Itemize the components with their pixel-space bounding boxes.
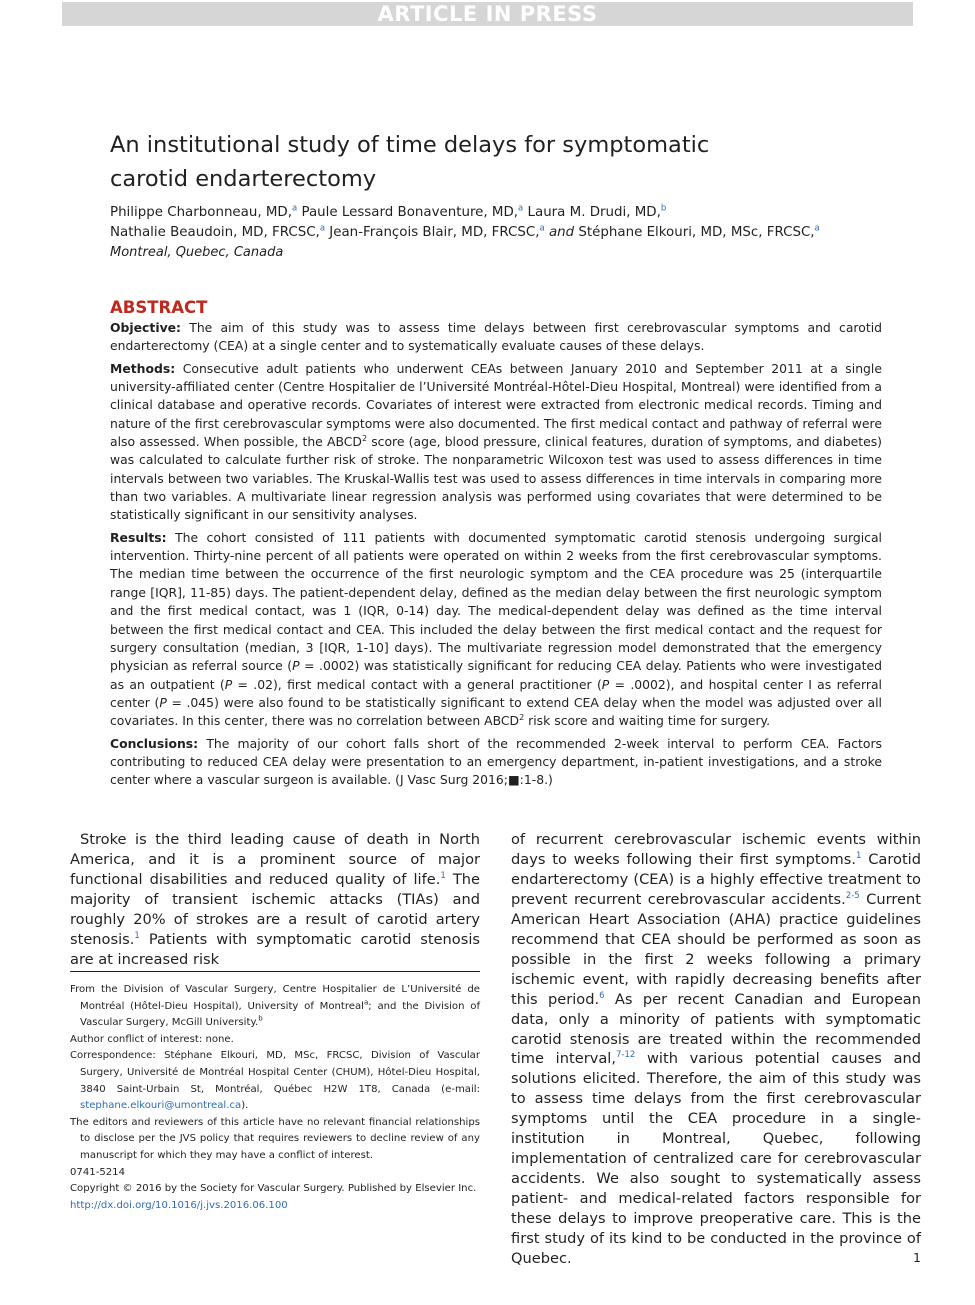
body-text: The majority of transient ischemic attacks (TIAs) and roughly 20% of strokes are a result of carotid artery stenosis. [70,870,480,948]
reference-link[interactable]: 2-5 [845,891,860,901]
body-column-left [70,830,480,970]
abstract-conclusions [110,735,882,790]
results-label: Results: [110,529,167,545]
author-name: Laura M. Drudi, MD, [523,205,661,220]
author-location: Montreal, Quebec, Canada [110,245,284,260]
reference-link[interactable]: 1 [440,871,446,882]
body-text: As per recent Canadian and European data, only a minority of patients with symptomatic carotid stenosis are treated within the recommended time interval, [511,990,921,1068]
body-text: Current American Heart Association (AHA) practice guidelines recommend that CEA should be performed as soon as possible in the first 2 weeks following a primary ischemic event, with rapidly decreasing benefits after this period. [511,890,921,1008]
title-line-1: An institutional study of time delays for symptomatic [110,132,710,158]
results-text: = .0002), and hospital center I as referral center ( [110,676,883,710]
superscript: 2 [519,713,525,723]
objective-text: The aim of this study was to assess time delays between first cerebrovascular symptoms and carotid endarterectomy (CEA) at a single center and to systematically evaluate causes of these delays. [110,320,882,354]
results-text: risk score and waiting time for surgery. [524,713,771,729]
reference-link[interactable]: 1 [855,851,862,862]
footnote-conflict: Author conflict of interest: none. [70,1033,234,1045]
p-value-symbol: P [224,676,233,692]
p-value-symbol: P [292,658,300,674]
methods-text: Consecutive adult patients who underwent CEAs between January 2010 and September 2011 at a single university-affiliated center (Centre Hospitalier de l’Université Montréal-Hôtel-Dieu Hospital, Montreal) were identified from a clinical database and operative records. Covariates of interest were extracted from electronic medical records. Timing and nature of the first cerebrovascular symptoms were also documented. The first medical contact and pathway of referral were also assessed. When possible, the ABCD [110,360,882,450]
abstract-objective [110,319,882,356]
article-in-press-banner: ARTICLE IN PRESS [62,2,913,26]
footnote-affiliations [70,982,480,1032]
footnote-divider [70,971,480,972]
author-name: Philippe Charbonneau, MD, [110,205,292,220]
reference-link[interactable]: 6 [599,990,605,1001]
results-text: = .0002) was statistically significant for reducing CEA delay. Patients who were investigated as an outpatient ( [110,658,883,692]
affiliation-marker: a [364,998,369,1007]
author-conjunction: and [544,225,579,240]
abstract-section [110,297,882,794]
author-name: Jean-François Blair, MD, FRCSC, [325,225,540,240]
footnote-text: ; and the Division of Vascular Surgery, McGill University. [80,1000,480,1029]
footnote-correspondence [70,1048,480,1114]
objective-label: Objective: [110,320,182,335]
author-name: Paule Lessard Bonaventure, MD, [297,205,519,220]
results-text: The cohort consisted of 111 patients with documented symptomatic carotid stenosis undergoing surgical intervention. Thirty-nine percent of all patients were operated on within 2 weeks from the first cerebrovascular symptoms. The median time between the occurrence of the first neurologic symptom and the CEA procedure was 25 (interquartile range [IQR], 11-85) days. The patient-dependent delay, defined as the median delay between the first neurologic symptom and the first medical contact, was 1 (IQR, 0-14) day. The medical-dependent delay was defined as the time interval between the first medical contact and CEA. This included the delay between the first medical contact and the request for surgery consultation (median, 3 [IQR, 1-10] days). The multivariate regression model demonstrated that the emergency physician as referral source ( [110,529,882,674]
body-text: Carotid endarterectomy (CEA) is a highly effective treatment to prevent recurrent cerebrovascular accidents. [511,850,921,908]
doi-link[interactable]: http://dx.doi.org/10.1016/j.jvs.2016.06.100 [70,1199,288,1211]
affiliation-marker[interactable]: b [660,203,667,214]
body-text: with various potential causes and solutions elicited. Therefore, the aim of this study was to assess time delays from the first cerebrovascular symptoms until the CEA procedure in a single-institution in Montreal, Quebec, following implementation of centralized care for cerebrovascular accidents. We also sought to systematically assess patient- and medical-related factors responsible for these delays to improve preoperative care. This is the first study of its kind to be conducted in the province of Quebec. [511,1050,921,1268]
conclusions-label: Conclusions: [110,735,199,751]
methods-label: Methods: [110,360,176,376]
body-column-right [511,830,921,1269]
footnote-text: From the Division of Vascular Surgery, Centre Hospitalier de L’Université de Montréal (Hôtel-Dieu Hospital), University of Montreal [70,984,480,1012]
methods-text: score (age, blood pressure, clinical features, duration of symptoms, and diabetes) was calculated to calculate further risk of stroke. The nonparametric Wilcoxon test was used to assess differences in time intervals between two variables. The Kruskal-Wallis test was used to assess differences in time intervals in comparing more than two variables. A multivariate linear regression analysis was performed using covariates that were determined to be statistically significant in our sensitivity analyses. [110,434,883,523]
results-text: = .02), first medical contact with a general practitioner ( [232,676,602,692]
abstract-results [110,529,882,731]
affiliation-marker[interactable]: a [814,223,820,234]
footnote-text: Correspondence: Stéphane Elkouri, MD, MSc, FRCSC, Division of Vascular Surgery, Université de Montréal Hospital Center (CHUM), Hôtel-Dieu Hospital, 3840 Saint-Urbain St, Montréal, Québec H2W 1T8, Canada (e-mail: [70,1050,480,1095]
body-text: Stroke is the third leading cause of death in North America, and it is a prominent source of major functional disabilities and reduced quality of life. [70,831,480,888]
footnote-copyright: Copyright © 2016 by the Society for Vascular Surgery. Published by Elsevier Inc. [70,1183,477,1195]
body-text: Patients with symptomatic carotid stenosis are at increased risk [70,930,480,968]
p-value-symbol: P [601,676,610,692]
author-line-2 [110,223,900,243]
reference-link[interactable]: 7-12 [615,1050,636,1061]
article-title [110,128,870,196]
conclusions-text: The majority of our cohort falls short of the recommended 2-week interval to perform CEA. Factors contributing to reduced CEA delay were presentation to an emergency department, in-patient investigations, and a stroke center where a vascular surgeon is available. (J Vasc Surg 2016;■:1-8.) [110,735,882,788]
results-text: = .045) were also found to be statistically significant to extend CEA delay when the model was adjusted over all covariates. In this center, there was no correlation between ABCD [110,694,883,729]
footnote-doi [70,1198,480,1215]
body-text: of recurrent cerebrovascular ischemic events within days to weeks following their first symptoms. [511,831,921,868]
abstract-methods [110,360,882,525]
footnote-text: ). [241,1100,249,1112]
footnote-editors: The editors and reviewers of this article have no relevant financial relationships to disclose per the JVS policy that requires reviewers to decline review of any manuscript for which they may have a conflict of interest. [70,1116,480,1161]
footnotes [70,982,480,1214]
footnote-issn: 0741-5214 [70,1166,126,1178]
affiliation-marker[interactable]: a [539,223,545,234]
author-list [110,203,900,263]
page-number: 1 [913,1250,921,1265]
abstract-heading: ABSTRACT [110,298,208,317]
superscript: 2 [361,433,368,443]
affiliation-marker[interactable]: a [292,203,298,214]
email-link[interactable]: stephane.elkouri@umontreal.ca [80,1100,242,1112]
p-value-symbol: P [159,694,167,710]
author-name: Stéphane Elkouri, MD, MSc, FRCSC, [578,225,815,240]
affiliation-marker[interactable]: a [319,223,326,234]
author-line-1 [110,203,900,223]
affiliation-marker[interactable]: a [518,203,524,214]
affiliation-marker: b [258,1014,263,1023]
title-line-2: carotid endarterectomy [110,166,377,192]
author-name: Nathalie Beaudoin, MD, FRCSC, [110,225,320,240]
reference-link[interactable]: 1 [134,930,140,941]
